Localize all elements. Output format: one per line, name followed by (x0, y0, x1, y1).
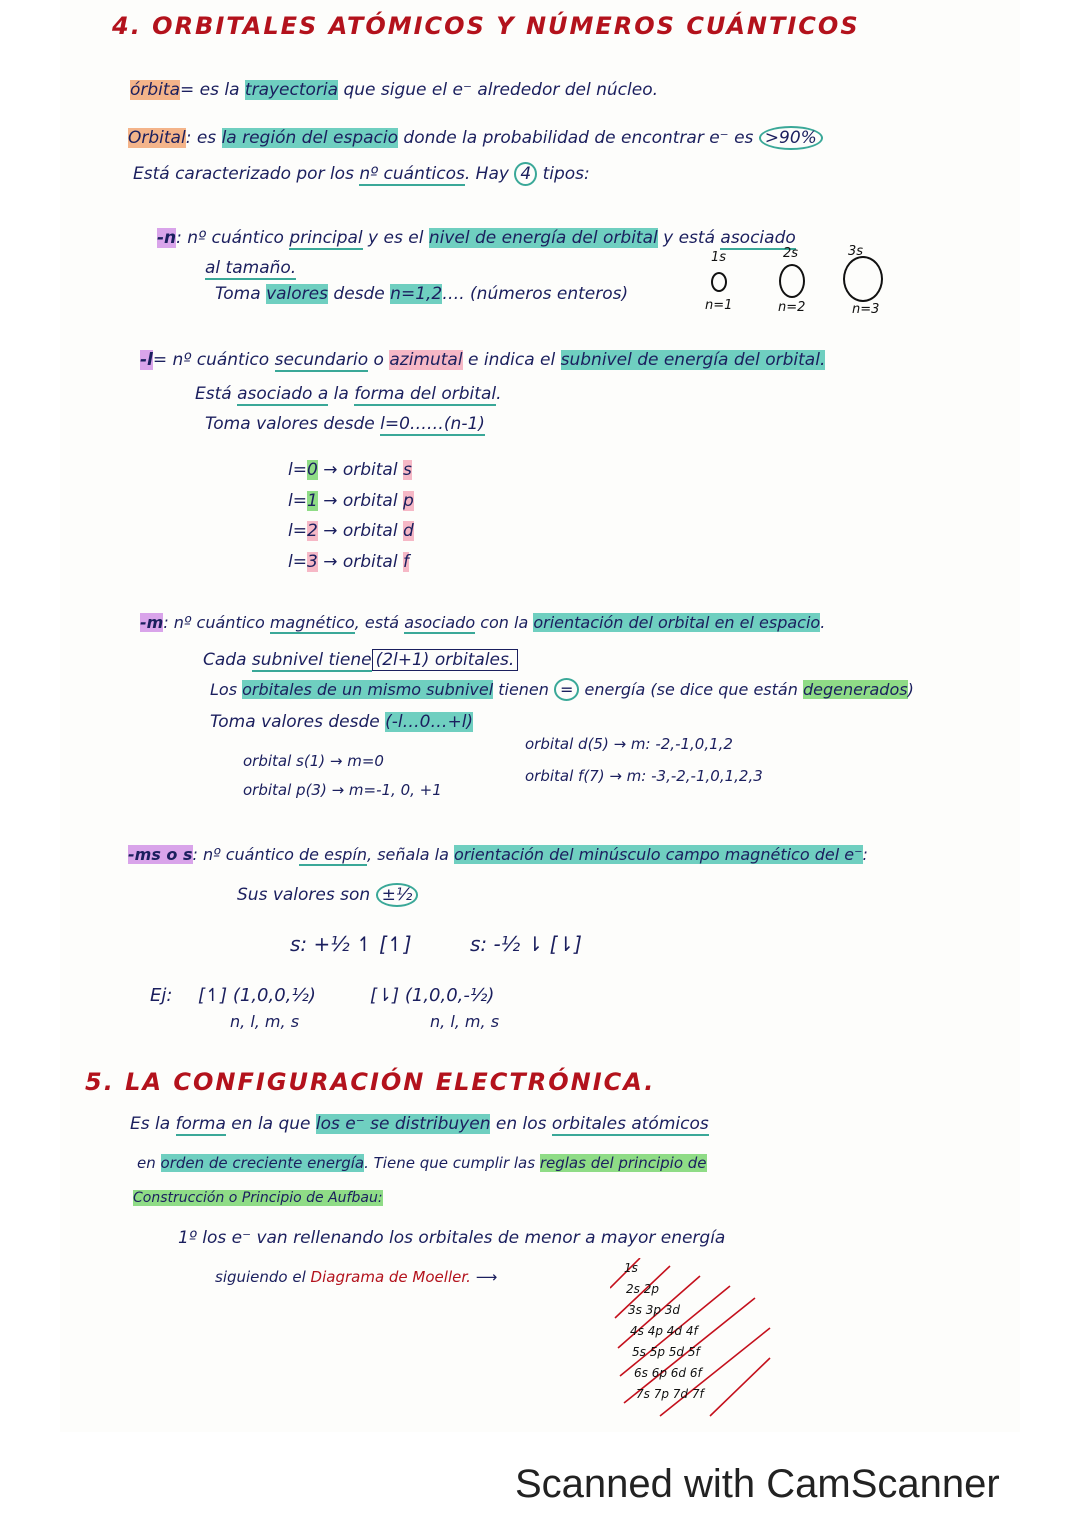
highlight: n=1,2 (390, 284, 443, 304)
underline: orbitales atómicos (551, 1114, 709, 1134)
highlight: Construcción o Principio de Aufbau: (133, 1190, 383, 1206)
highlight: d (402, 521, 414, 541)
text: : es (185, 128, 222, 148)
text: l= (288, 460, 307, 480)
m-values-s: orbital s(1) → m=0 (243, 752, 384, 770)
m-line-4 (210, 712, 473, 732)
text: Sus valores son (237, 885, 376, 905)
text: : nº cuántico (192, 845, 300, 864)
highlight: (-l…0…+l) (385, 712, 474, 732)
highlight: 3 (306, 552, 318, 572)
camscanner-watermark: Scanned with CamScanner (515, 1462, 1000, 1506)
moeller-row: 1s (624, 1261, 638, 1275)
text: l= (288, 521, 307, 541)
spin-down: s: -½ ⇂ [⇂] (470, 932, 582, 956)
highlight: azimutal (389, 350, 463, 370)
step-number: 1º (178, 1228, 197, 1248)
text: , está (354, 613, 405, 632)
ms-line-1 (128, 845, 868, 864)
text: energía (se dice que están (579, 680, 803, 699)
equals-circled: = (554, 678, 579, 701)
underline: forma (175, 1114, 226, 1134)
text: tipos: (537, 164, 590, 184)
highlight: s (402, 460, 412, 480)
text: siguiendo el (215, 1268, 311, 1286)
underline: al tamaño. (205, 258, 297, 278)
moeller-row: 2s 2p (626, 1282, 659, 1296)
text: donde la probabilidad de encontrar e⁻ es (398, 128, 759, 148)
orbital-label: n=3 (852, 302, 880, 317)
text: que sigue el e⁻ alrededor del núcleo. (338, 80, 659, 100)
text: = es la (180, 80, 245, 100)
highlight: valores (266, 284, 328, 304)
highlight: orden de creciente energía (160, 1154, 365, 1172)
arrow-icon: ⟶ (475, 1268, 498, 1286)
l-line-2 (195, 384, 501, 404)
text: : nº cuántico (163, 613, 270, 632)
text: …. (números enteros) (442, 284, 629, 304)
section-5-title: 5. LA CONFIGURACIÓN ELECTRÓNICA. (85, 1068, 656, 1096)
highlight: reglas del principio de (539, 1154, 707, 1172)
example-label: Ej: (150, 985, 173, 1006)
moeller-row: 7s 7p 7d 7f (636, 1387, 704, 1401)
underline: secundario (274, 350, 369, 370)
text: l= (288, 552, 307, 572)
n-label: -n (157, 228, 177, 248)
text: → orbital (317, 491, 403, 511)
moeller-row: 5s 5p 5d 5f (632, 1345, 700, 1359)
boxed-formula: (2l+1) orbitales. (372, 649, 519, 671)
highlight: 2 (306, 521, 318, 541)
l-row (288, 521, 414, 541)
s5-step-1 (178, 1228, 725, 1248)
orbital-2s-circle (779, 264, 805, 298)
text: : nº cuántico (176, 228, 290, 248)
l-row (288, 552, 409, 572)
text: tienen (493, 680, 554, 699)
moeller-row: 6s 6p 6d 6f (634, 1366, 702, 1380)
text: con la (475, 613, 534, 632)
n-line-2 (205, 258, 296, 278)
caracterizado-line (133, 164, 590, 184)
underline: de espín (299, 845, 368, 864)
text: : (862, 845, 868, 864)
text: Es la (130, 1114, 176, 1134)
moeller-row: 4s 4p 4d 4f (630, 1324, 698, 1338)
orbital-1s-circle (711, 272, 727, 292)
s5-step-1b (215, 1268, 497, 1286)
m-values-d: orbital d(5) → m: -2,-1,0,1,2 (525, 735, 733, 753)
text: Está caracterizado por los (133, 164, 360, 184)
text: la (328, 384, 355, 404)
moeller-diagram (610, 1258, 790, 1418)
l-row (288, 491, 414, 511)
underline: principal (289, 228, 363, 248)
orbita-term: órbita (130, 80, 180, 100)
text: , señala la (367, 845, 454, 864)
example-2: [⇂] (1,0,0,-½) (370, 985, 495, 1006)
highlight: subnivel de energía del orbital. (560, 350, 826, 370)
orbital-label: 3s (848, 244, 864, 259)
highlight: 1 (306, 491, 318, 511)
l-line-3 (205, 414, 485, 434)
text: → orbital (317, 552, 403, 572)
underline: l=0……(n-1) (380, 414, 485, 434)
orbital-label: n=1 (705, 298, 733, 313)
moeller-link-text: Diagrama de Moeller. (310, 1268, 471, 1286)
moeller-row: 3s 3p 3d (628, 1303, 681, 1317)
text: en los (490, 1114, 552, 1134)
m-line-2 (203, 650, 518, 670)
notebook-page (60, 0, 1020, 1432)
ms-label: -ms o s (128, 845, 193, 864)
text: Cada (203, 650, 252, 670)
text: → orbital (317, 521, 403, 541)
orbital-label: 1s (711, 250, 727, 265)
l-line-1 (140, 350, 825, 370)
highlight: degenerados (802, 680, 908, 699)
text: los e⁻ van rellenando los orbitales de menor a mayor energía (202, 1228, 726, 1248)
orbital-label: n=2 (778, 300, 806, 315)
text: Está (195, 384, 238, 404)
text: en la que (225, 1114, 316, 1134)
text: desde (328, 284, 391, 304)
ms-line-2 (237, 885, 418, 905)
text: l= (288, 491, 307, 511)
highlight: p (402, 491, 414, 511)
l-label: -l (140, 350, 153, 370)
text: o (368, 350, 390, 370)
highlight: orientación del orbital en el espacio (533, 613, 821, 632)
orbital-definition (128, 128, 823, 148)
section-4-title: 4. ORBITALES ATÓMICOS Y NÚMEROS CUÁNTICOS (112, 12, 860, 40)
highlight: orbitales de un mismo subnivel (242, 680, 494, 699)
highlight: nivel de energía del orbital (428, 228, 658, 248)
underline: nº cuánticos (359, 164, 465, 184)
m-values-f: orbital f(7) → m: -3,-2,-1,0,1,2,3 (525, 767, 763, 785)
text: . (820, 613, 826, 632)
text: Los (210, 680, 243, 699)
orbital-3s-circle (843, 256, 883, 302)
spin-up: s: +½ ↿ [↿] (290, 932, 412, 956)
text: . (496, 384, 502, 404)
m-label: -m (140, 613, 164, 632)
text: en (137, 1154, 161, 1172)
m-line-3 (210, 680, 914, 699)
example-2-caption: n, l, m, s (430, 1012, 500, 1031)
orbita-definition (130, 80, 658, 100)
text: = nº cuántico (152, 350, 275, 370)
highlight: orientación del minúsculo campo magnético del e⁻ (454, 845, 863, 864)
highlight: f (402, 552, 409, 572)
underline: asociado a (237, 384, 329, 404)
underline: magnético (269, 613, 355, 632)
highlight: los e⁻ se distribuyen (315, 1114, 491, 1134)
text: e indica el (462, 350, 561, 370)
example-1: [↿] (1,0,0,½) (198, 985, 316, 1006)
underline: asociado (720, 228, 796, 248)
text: Toma valores desde (205, 414, 381, 434)
s5-line-3 (133, 1190, 383, 1206)
s5-line-2 (137, 1154, 707, 1172)
n-line-3 (215, 284, 628, 304)
m-values-p: orbital p(3) → m=-1, 0, +1 (243, 781, 442, 799)
underline: subnivel tiene (251, 650, 372, 670)
orbital-term: Orbital (128, 128, 186, 148)
text: ) (907, 680, 914, 699)
text: Toma valores desde (210, 712, 386, 732)
spin-value-circled: ±½ (376, 883, 419, 907)
text: . Tiene que cumplir las (364, 1154, 540, 1172)
percent-circled: >90% (759, 126, 823, 150)
underline: forma del orbital (354, 384, 497, 404)
underline: asociado (404, 613, 476, 632)
text: y es el (362, 228, 429, 248)
text: y está (657, 228, 721, 248)
example-1-caption: n, l, m, s (230, 1012, 300, 1031)
highlight: la región del espacio (221, 128, 399, 148)
highlight: 0 (306, 460, 318, 480)
n-line-1 (157, 228, 796, 248)
text: → orbital (317, 460, 403, 480)
count-circled: 4 (514, 162, 537, 186)
orbital-label: 2s (783, 246, 799, 261)
highlight: trayectoria (244, 80, 339, 100)
s5-line-1 (130, 1114, 709, 1134)
text: Toma (215, 284, 267, 304)
text: . Hay (464, 164, 515, 184)
m-line-1 (140, 613, 825, 632)
l-row (288, 460, 412, 480)
